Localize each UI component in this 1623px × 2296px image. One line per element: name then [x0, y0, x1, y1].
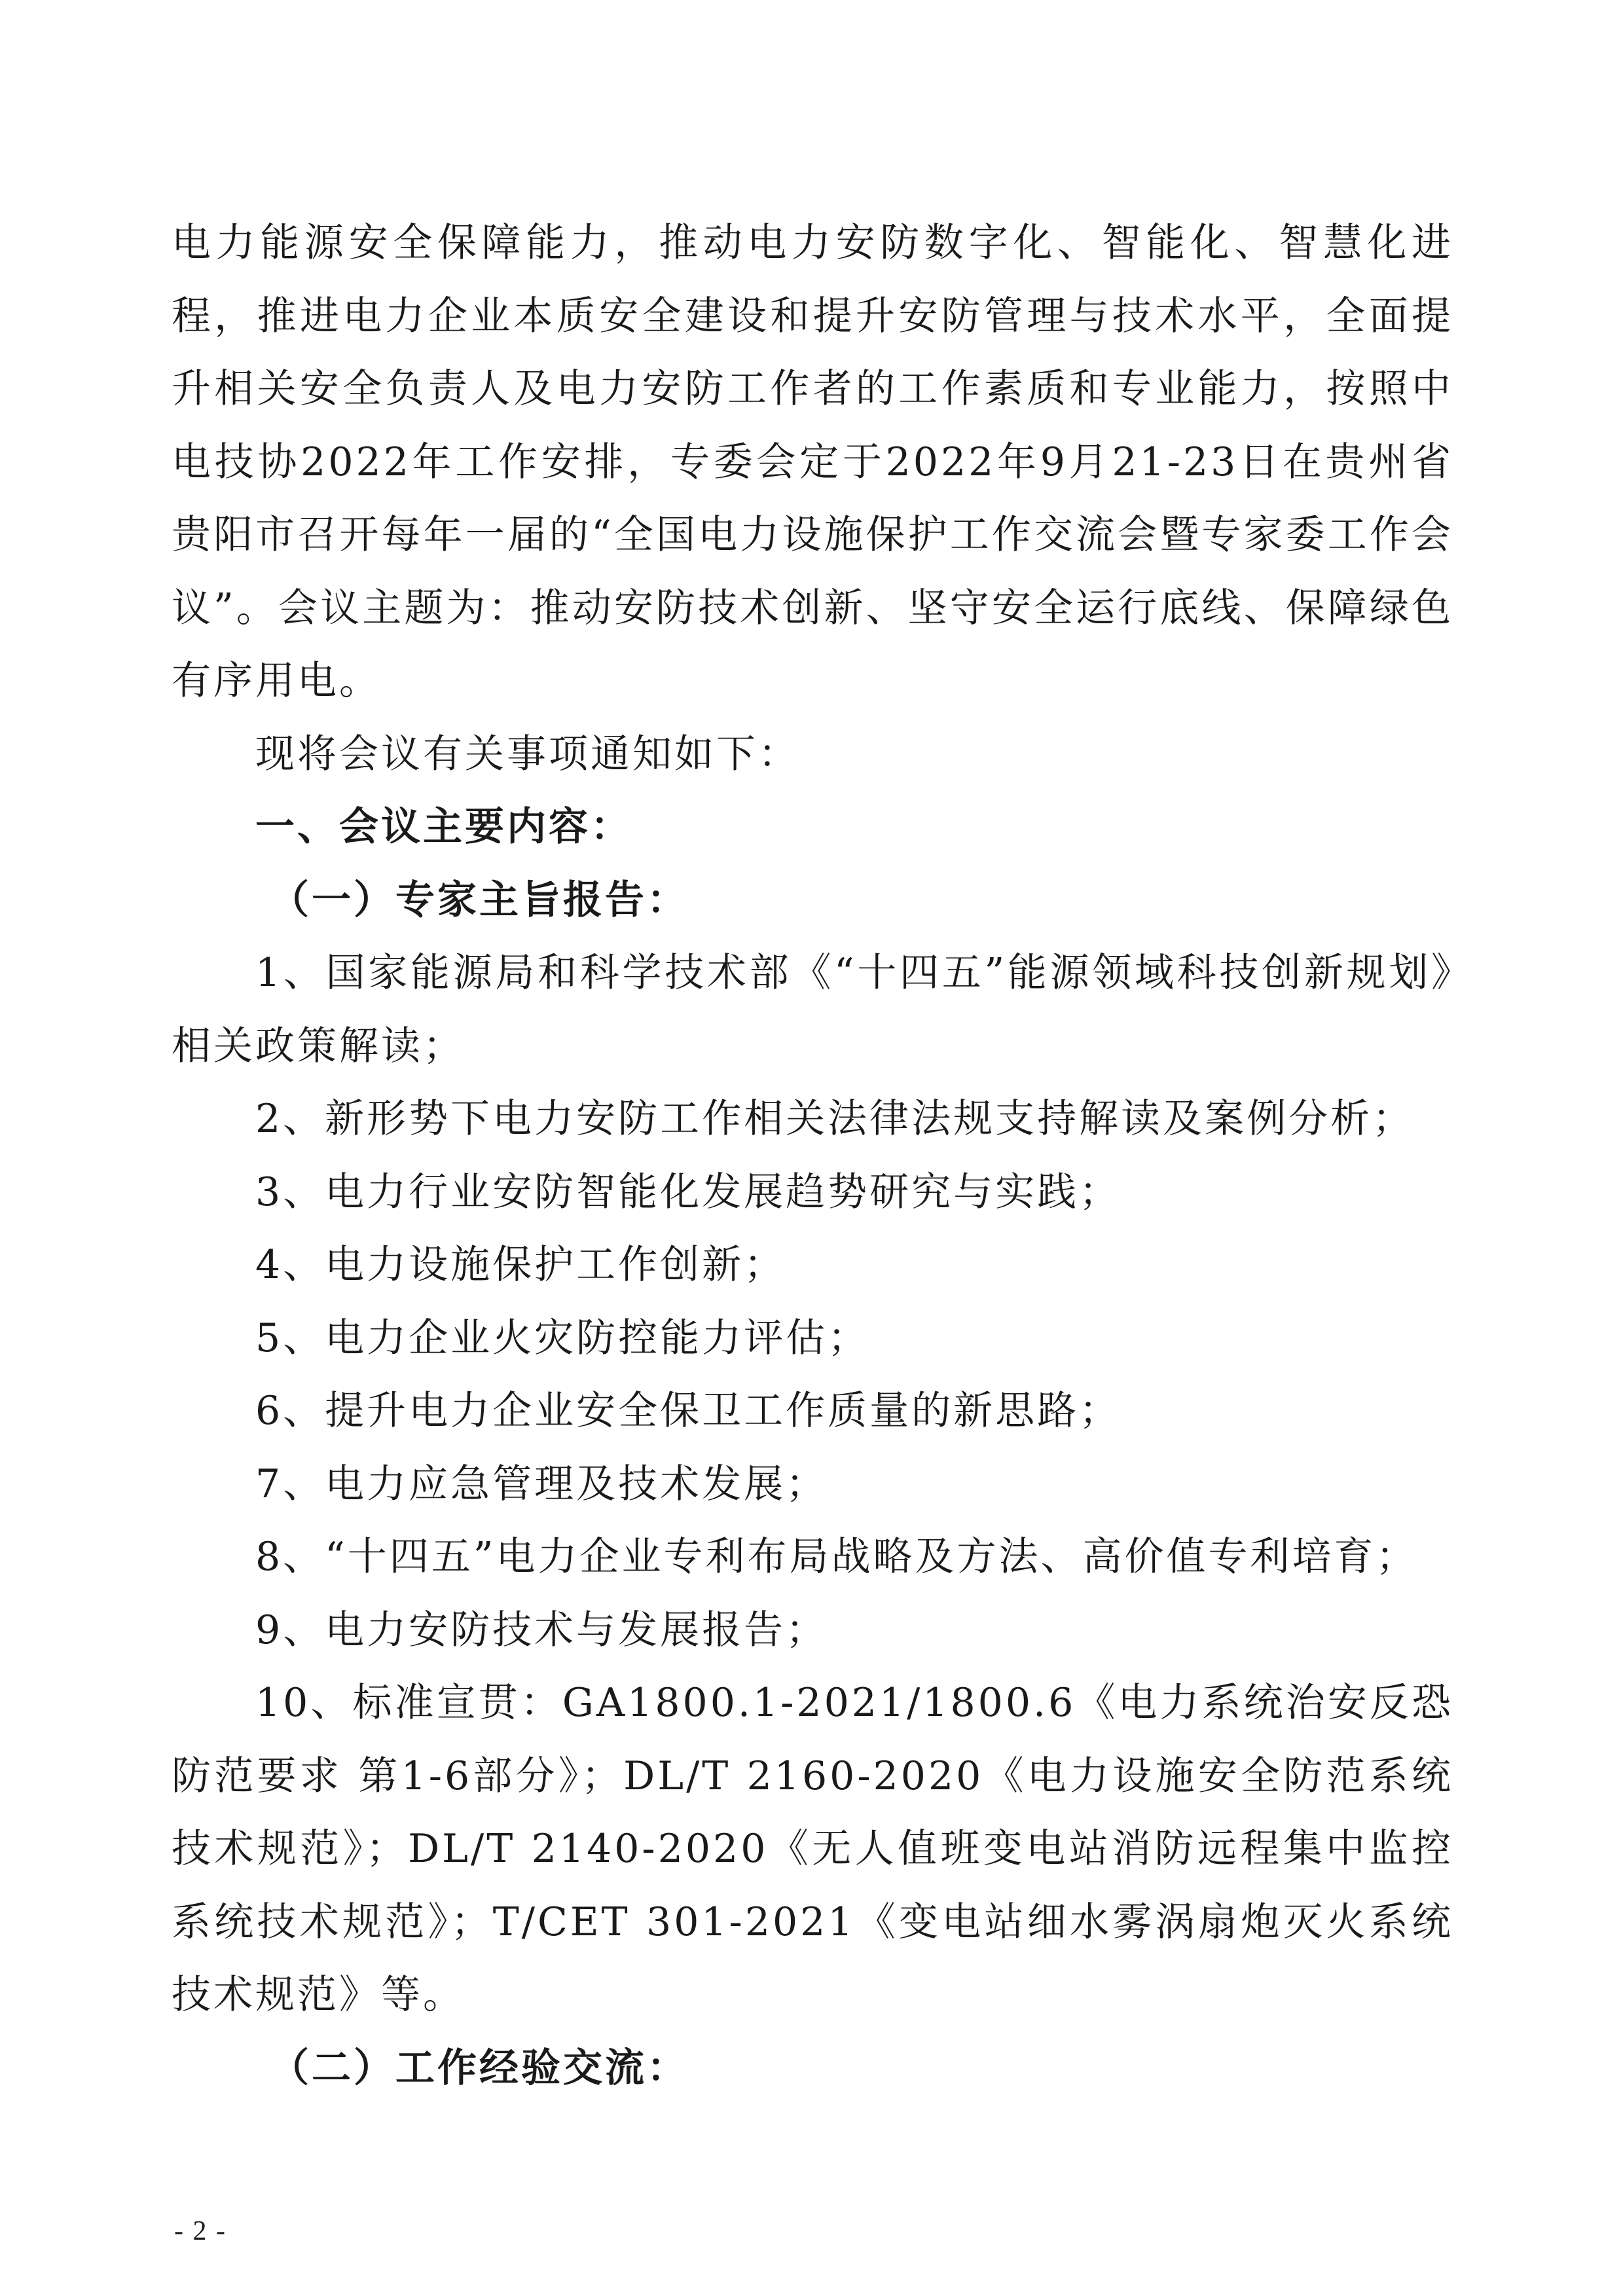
subsection-heading-1: （一）专家主旨报告： — [270, 877, 689, 923]
list-item: 2、新形势下电力安防工作相关法律法规支持解读及案例分析； — [255, 1096, 1415, 1142]
page-number: - 2 - — [174, 2216, 227, 2246]
list-item: 4、电力设施保护工作创新； — [255, 1242, 786, 1288]
section-heading: 一、会议主要内容： — [255, 804, 632, 850]
list-item: 10、标准宣贯：GA1800.1-2021/1800.6《电力系统治安反恐防范要求 第1-6部分》；DL/T 2160-2020《电力设施安全防范系统技术规范》；DL/T 2140-2020《无人值班变电站消防远程集中监控系统技术规范》；T/CET 301-2021《变电站细水雾涡扇炮灭火系统技术规范》等。 — [172, 1680, 1453, 2018]
subsection-heading-2: （二）工作经验交流： — [270, 2045, 689, 2091]
list-item: 9、电力安防技术与发展报告； — [255, 1607, 828, 1653]
list-item: 5、电力企业火灾防控能力评估； — [255, 1315, 870, 1361]
list-item: 1、国家能源局和科学技术部《“十四五”能源领域科技创新规划》相关政策解读； — [172, 950, 1453, 1069]
list-item: 8、“十四五”电力企业专利布局战略及方法、高价值专利培育； — [255, 1534, 1418, 1580]
list-item: 6、提升电力企业安全保卫工作质量的新思路； — [255, 1388, 1122, 1434]
list-item: 3、电力行业安防智能化发展趋势研究与实践； — [255, 1169, 1122, 1215]
notice-paragraph: 现将会议有关事项通知如下： — [255, 731, 800, 777]
intro-paragraph: 电力能源安全保障能力，推动电力安防数字化、智能化、智慧化进程，推进电力企业本质安全建设和提升安防管理与技术水平，全面提升相关安全负责人及电力安防工作者的工作素质和专业能力，按照中电技协2022年工作安排，专委会定于2022年9月21-23日在贵州省贵阳市召开每年一届的“全国电力设施保护工作交流会暨专家委工作会议”。会议主题为：推动安防技术创新、坚守安全运行底线、保障绿色有序用电。 — [172, 220, 1453, 704]
document-body — [172, 207, 1453, 2105]
list-item: 7、电力应急管理及技术发展； — [255, 1461, 828, 1507]
